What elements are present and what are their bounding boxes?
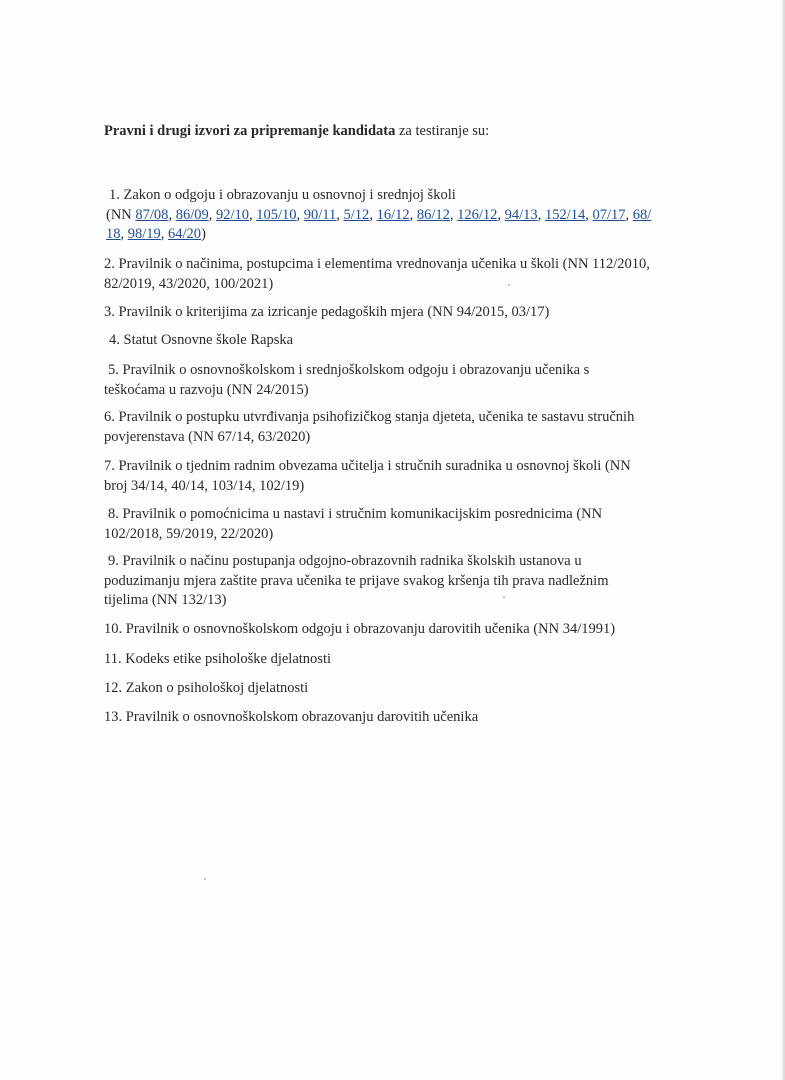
link-separator: ,	[249, 206, 257, 223]
gazette-link[interactable]: 152/14	[544, 206, 586, 223]
gazette-link[interactable]: 90/11	[303, 206, 337, 223]
intro-heading	[104, 122, 489, 140]
list-item-10	[104, 620, 704, 640]
item-6-line-1: 6. Pravilnik o postupku utvrđivanja psihofizičkog stanja djeteta, učenika te sastavu stručnih	[104, 409, 635, 425]
item-2-line-1: 2. Pravilnik o načinima, postupcima i elementima vrednovanja učenika u školi (NN 112/2010,	[104, 256, 650, 272]
link-separator: ,	[585, 206, 593, 223]
link-separator: ,	[537, 206, 545, 223]
link-separator: ,	[160, 226, 169, 242]
link-separator: ,	[168, 206, 176, 223]
item-3-line-1: 3. Pravilnik o kriterijima za izricanje pedagoških mjera (NN 94/2015, 03/17)	[104, 304, 550, 320]
gazette-link[interactable]: 126/12	[457, 206, 498, 223]
link-separator: ,	[208, 206, 216, 223]
link-separator: ,	[296, 206, 304, 223]
link-separator: ,	[449, 206, 458, 223]
gazette-link[interactable]: 64/20	[168, 226, 202, 242]
item-6-line-2: povjerenstava (NN 67/14, 63/2020)	[104, 428, 311, 445]
gazette-link[interactable]: 16/12	[376, 206, 410, 223]
item-1-prefix: (NN	[106, 206, 136, 223]
list-item-11	[104, 650, 704, 670]
scan-speck	[508, 284, 510, 286]
gazette-link[interactable]: 86/12	[416, 206, 450, 223]
link-separator: ,	[120, 226, 128, 242]
item-13-line-1: 13. Pravilnik o osnovnoškolskom obrazovanju darovitih učenika	[104, 709, 479, 725]
item-5-line-1: 5. Pravilnik o osnovnoškolskom i srednjoškolskom odgoju i obrazovanju učenika s	[108, 362, 590, 378]
item-1-links-line-1	[106, 206, 706, 226]
list-item-12	[104, 679, 704, 699]
item-7-line-2: broj 34/14, 40/14, 103/14, 102/19)	[104, 477, 305, 494]
link-separator: ,	[336, 206, 344, 223]
gazette-link[interactable]: 68/	[632, 206, 652, 223]
list-item-2	[104, 255, 704, 294]
gazette-link[interactable]: 07/17	[592, 206, 626, 223]
item-9-line-2: poduzimanju mjera zaštite prava učenika te prijave svakog kršenja tih prava nadležnim	[104, 572, 609, 589]
list-item-6	[104, 408, 704, 447]
gazette-link[interactable]: 92/10	[215, 206, 249, 223]
intro-heading-bold: Pravni i drugi izvori za pripremanje kandidata	[104, 123, 396, 139]
link-separator: ,	[409, 206, 417, 223]
item-1-title: 1. Zakon o odgoju i obrazovanju u osnovnoj i srednjoj školi	[109, 187, 456, 203]
gazette-link[interactable]: 87/08	[135, 206, 169, 223]
link-separator: ,	[625, 206, 633, 223]
scan-speck	[204, 878, 206, 880]
item-12-line-1: 12. Zakon o psihološkoj djelatnosti	[104, 680, 309, 696]
gazette-link[interactable]: 86/09	[175, 206, 209, 223]
item-2-line-2: 82/2019, 43/2020, 100/2021)	[104, 275, 274, 292]
list-item-13	[104, 708, 704, 728]
list-item-1	[106, 186, 706, 245]
scan-speck	[503, 596, 505, 598]
item-9-line-1: 9. Pravilnik o načinu postupanja odgojno-obrazovnih radnika školskih ustanova u	[108, 553, 582, 569]
list-item-8	[104, 505, 704, 544]
item-8-line-1: 8. Pravilnik o pomoćnicima u nastavi i stručnim komunikacijskim posrednicima (NN	[108, 506, 603, 522]
item-9-line-3: tijelima (NN 132/13)	[104, 592, 227, 608]
gazette-link[interactable]: 105/10	[256, 206, 297, 223]
list-item-5	[104, 361, 704, 400]
item-11-line-1: 11. Kodeks etike psihološke djelatnosti	[104, 651, 332, 667]
intro-heading-rest: za testiranje su:	[395, 123, 490, 139]
link-separator: ,	[369, 206, 377, 223]
link-separator: ,	[497, 206, 505, 223]
list-item-3	[104, 303, 704, 323]
item-5-line-2: teškoćama u razvoju (NN 24/2015)	[104, 381, 309, 398]
gazette-link[interactable]: 94/13	[504, 206, 538, 223]
list-item-9	[104, 552, 704, 611]
gazette-link[interactable]: 5/12	[343, 206, 370, 223]
item-4-line-1: 4. Statut Osnovne škole Rapska	[109, 332, 294, 348]
gazette-link[interactable]: 18	[106, 226, 121, 242]
item-7-line-1: 7. Pravilnik o tjednim radnim obvezama učitelja i stručnih suradnika u osnovnoj školi (NN	[104, 458, 631, 474]
item-1-suffix: )	[201, 226, 206, 242]
item-10-line-1: 10. Pravilnik o osnovnoškolskom odgoju i obrazovanju darovitih učenika (NN 34/1991)	[104, 621, 616, 637]
gazette-link[interactable]: 98/19	[127, 226, 161, 242]
item-1-links-line-2	[106, 225, 706, 245]
item-8-line-2: 102/2018, 59/2019, 22/2020)	[104, 525, 274, 542]
list-item-7	[104, 457, 704, 496]
list-item-4	[109, 331, 709, 351]
